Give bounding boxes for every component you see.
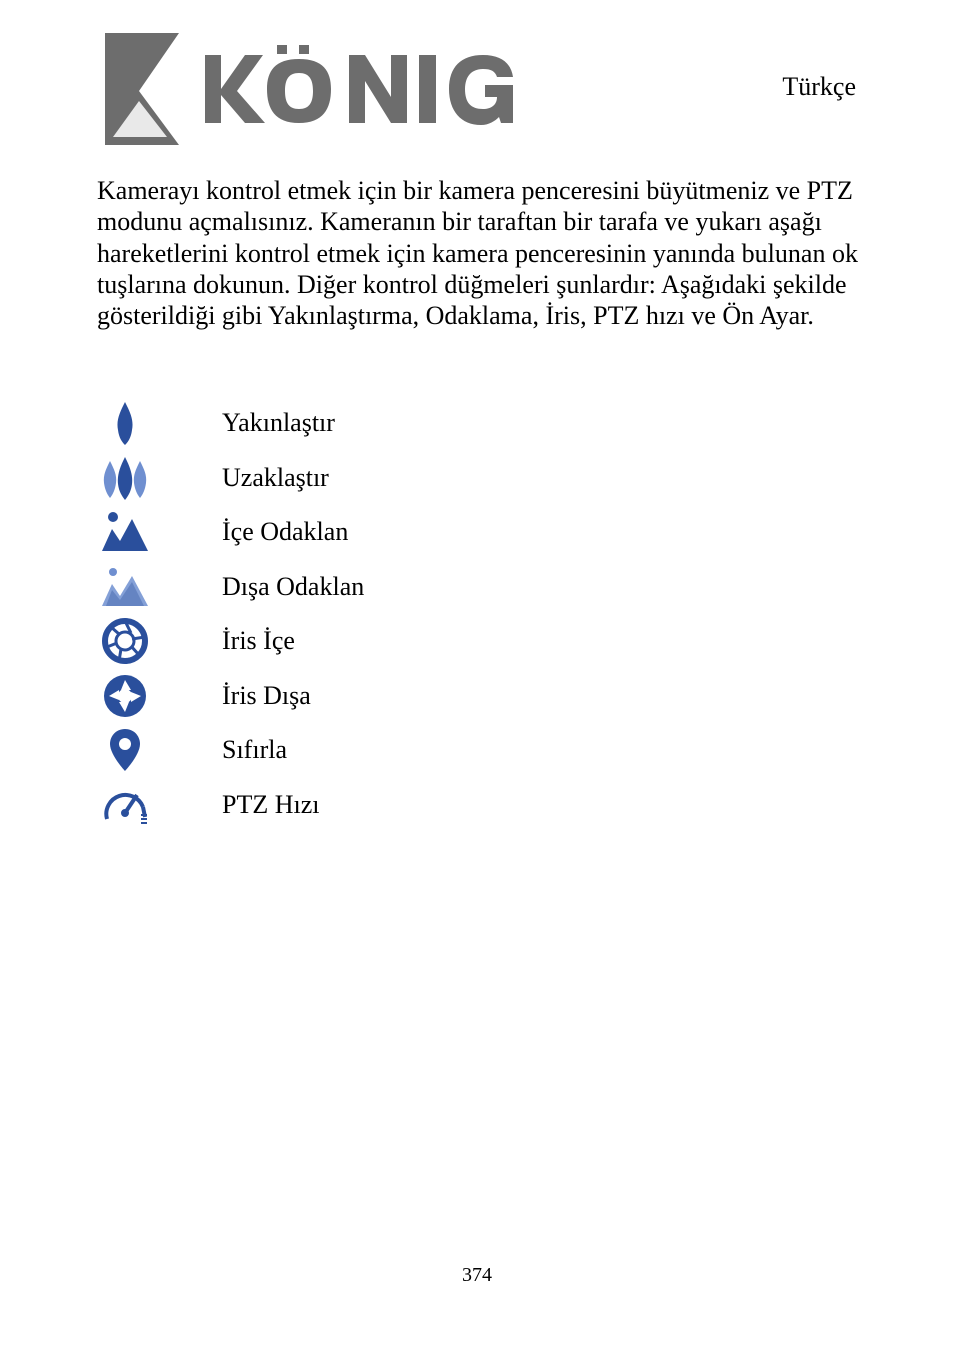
ptz-speed-gauge-icon: [97, 781, 153, 829]
iris-in-icon: [97, 617, 153, 665]
reset-location-pin-icon: [97, 726, 153, 774]
focus-in-icon: [97, 508, 153, 556]
control-row-ptz-speed: [97, 778, 364, 833]
control-row-focus-out: [97, 560, 364, 615]
iris-out-icon: [97, 672, 153, 720]
control-row-reset: [97, 723, 364, 778]
control-label: İris İçe: [222, 626, 295, 656]
control-row-focus-in: [97, 505, 364, 560]
konig-logo: [99, 33, 519, 145]
control-row-zoom-out: [97, 451, 364, 506]
page-number: 374: [462, 1264, 492, 1286]
control-row-iris-out: [97, 669, 364, 724]
control-label: Uzaklaştır: [222, 462, 329, 492]
control-label: İris Dışa: [222, 680, 311, 710]
control-icon-list: [97, 396, 364, 832]
control-label: PTZ Hızı: [222, 789, 320, 819]
zoom-in-icon: [97, 399, 153, 447]
control-row-zoom-in: [97, 396, 364, 451]
language-label: Türkçe: [782, 72, 856, 101]
intro-paragraph: Kamerayı kontrol etmek için bir kamera penceresini büyütmeniz ve PTZ modunu açmalısınız. Kameranın bir taraftan bir tarafa ve yukarı aşağı hareketlerini kontrol etmek için kamera penceresinin yanında bulunan ok tuşlarına dokunun. Diğer kontrol düğmeleri şunlardır: Aşağıdaki şekilde gösterildiği gibi Yakınlaştırma, Odaklama, İris, PTZ hızı ve Ön Ayar.: [97, 176, 858, 331]
focus-out-icon: [97, 563, 153, 611]
control-row-iris-in: [97, 614, 364, 669]
control-label: Yakınlaştır: [222, 408, 335, 438]
control-label: İçe Odaklan: [222, 517, 349, 547]
zoom-out-icon: [97, 454, 153, 502]
control-label: Sıfırla: [222, 735, 287, 765]
control-label: Dışa Odaklan: [222, 571, 365, 601]
